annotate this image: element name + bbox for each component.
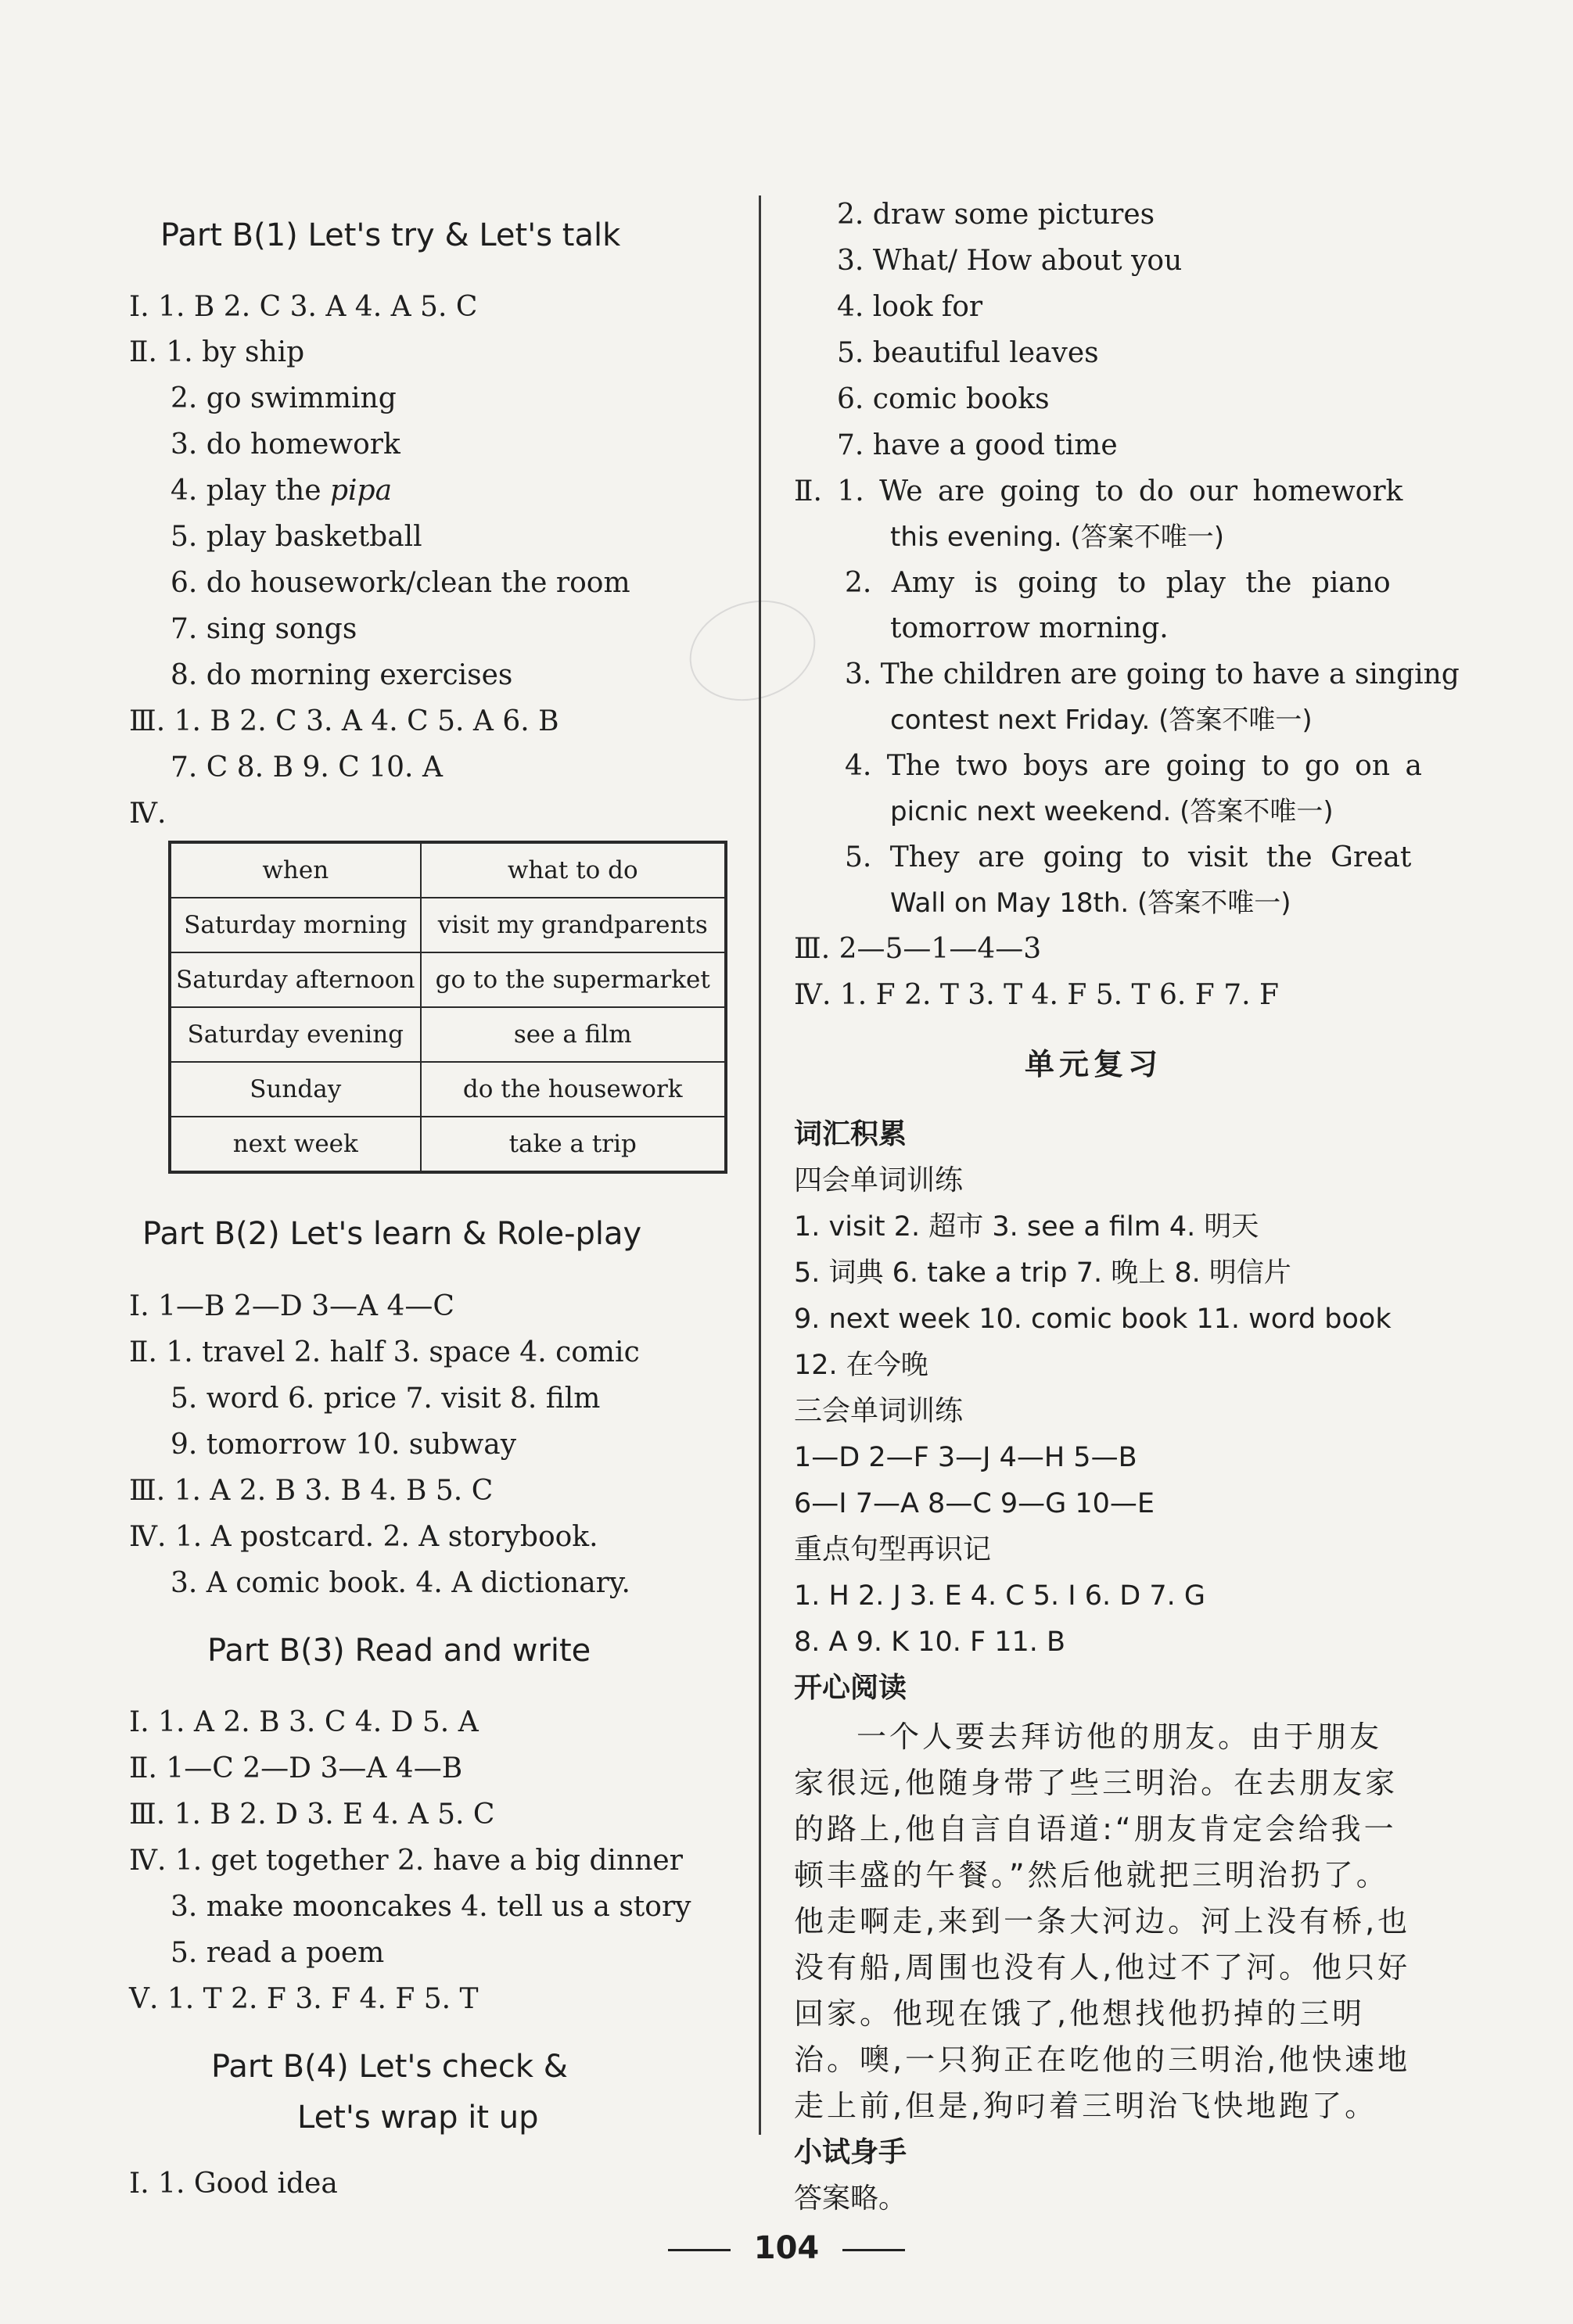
heading-part-b4-cont: Let's wrap it up — [297, 2100, 539, 2136]
answer-line: 4. The two boys are going to go on a — [845, 750, 1422, 782]
heading-part-b1: Part B(1) Let's try & Let's talk — [160, 217, 621, 253]
answer-line: Ⅴ. 1. T 2. F 3. F 4. F 5. T — [129, 1983, 479, 2015]
answer-line: 5. 词典 6. take a trip 7. 晚上 8. 明信片 — [794, 1257, 1291, 1289]
table-row — [170, 1007, 726, 1062]
answer-line: 6. comic books — [837, 383, 1050, 415]
answer-line: 6—I 7—A 8—C 9—G 10—E — [794, 1488, 1155, 1519]
table-cell: Saturday morning — [170, 898, 421, 952]
answer-line: Ⅲ. 1. B 2. D 3. E 4. A 5. C — [129, 1799, 495, 1831]
answer-line: Ⅰ. 1. B 2. C 3. A 4. A 5. C — [129, 291, 478, 323]
answer-line: tomorrow morning. — [890, 612, 1169, 644]
answer-line: 1. H 2. J 3. E 4. C 5. I 6. D 7. G — [794, 1580, 1205, 1612]
table-cell: do the housework — [421, 1062, 727, 1117]
answer-line: Ⅰ. 1. Good idea — [129, 2168, 338, 2200]
answer-line: 2. Amy is going to play the piano — [845, 567, 1391, 599]
answer-line: Ⅲ. 1. A 2. B 3. B 4. B 5. C — [129, 1475, 494, 1507]
answer-line: 1—D 2—F 3—J 4—H 5—B — [794, 1442, 1137, 1473]
dash-left — [668, 2249, 731, 2251]
table-cell: Saturday evening — [170, 1007, 421, 1062]
answer-line: 5. play basketball — [171, 521, 422, 553]
table-cell: go to the supermarket — [421, 952, 727, 1007]
table-row — [170, 1117, 726, 1172]
subsection-key-sentences: 重点句型再识记 — [794, 1533, 992, 1565]
answer-line: Ⅰ. 1. A 2. B 3. C 4. D 5. A — [129, 1706, 479, 1738]
answer-line: 5. They are going to visit the Great — [845, 841, 1412, 873]
answer-line: Ⅲ. 2—5—1—4—3 — [794, 933, 1042, 965]
answer-line: 3. The children are going to have a singing — [845, 658, 1460, 690]
subsection-vocab: 词汇积累 — [794, 1118, 907, 1150]
answer-line: 1. visit 2. 超市 3. see a film 4. 明天 — [794, 1211, 1259, 1243]
answer-line: Ⅲ. 1. B 2. C 3. A 4. C 5. A 6. B — [129, 705, 559, 737]
dash-right — [842, 2249, 905, 2251]
answer-line: 5. beautiful leaves — [837, 337, 1099, 369]
answer-line: 4. play the pipa — [171, 475, 393, 507]
subsection-happy-reading: 开心阅读 — [794, 1672, 907, 1704]
table-cell: Saturday afternoon — [170, 952, 421, 1007]
subsection-three-skills: 三会单词训练 — [794, 1395, 964, 1427]
answer-line: 5. read a poem — [171, 1937, 385, 1969]
page-number — [0, 2230, 1573, 2266]
answer-line: Ⅱ. 1. We are going to do our homework — [794, 475, 1403, 507]
table-cell: take a trip — [421, 1117, 727, 1172]
answer-line: 7. have a good time — [837, 429, 1118, 461]
plan-table — [168, 841, 727, 1174]
answer-line: 5. word 6. price 7. visit 8. film — [171, 1383, 601, 1415]
answer-line: 2. draw some pictures — [837, 199, 1155, 231]
answer-line: 答案略。 — [794, 2182, 907, 2215]
table-cell: Sunday — [170, 1062, 421, 1117]
answer-line: 7. C 8. B 9. C 10. A — [171, 751, 443, 784]
table-header-cell: when — [170, 842, 421, 898]
answer-line: 3. A comic book. 4. A dictionary. — [171, 1567, 630, 1599]
answer-line: Ⅳ. 1. A postcard. 2. A storybook. — [129, 1521, 598, 1553]
answer-line: Ⅱ. 1—C 2—D 3—A 4—B — [129, 1752, 463, 1784]
answer-line: 3. make mooncakes 4. tell us a story — [171, 1891, 691, 1923]
answer-line: 6. do housework/clean the room — [171, 567, 630, 599]
answer-line: 8. A 9. K 10. F 11. B — [794, 1626, 1066, 1658]
answer-line: Ⅱ. 1. by ship — [129, 336, 305, 368]
table-row — [170, 1062, 726, 1117]
table-header-cell: what to do — [421, 842, 727, 898]
answer-line: Ⅳ. 1. F 2. T 3. T 4. F 5. T 6. F 7. F — [794, 979, 1279, 1011]
subsection-four-skills: 四会单词训练 — [794, 1164, 964, 1196]
answer-line: Ⅳ. — [129, 798, 167, 830]
answer-line: 4. look for — [837, 291, 983, 323]
heading-part-b2: Part B(2) Let's learn & Role-play — [142, 1216, 642, 1252]
answer-line: Wall on May 18th. (答案不唯一) — [890, 888, 1291, 919]
answer-line: 7. sing songs — [171, 613, 357, 645]
answer-line: picnic next weekend. (答案不唯一) — [890, 796, 1334, 827]
page-number-value: 104 — [753, 2230, 820, 2266]
answer-line: 9. next week 10. comic book 11. word book — [794, 1304, 1392, 1335]
subsection-try-it: 小试身手 — [794, 2136, 907, 2168]
column-divider — [759, 195, 761, 2135]
heading-part-b4: Part B(4) Let's check & — [211, 2049, 568, 2085]
answer-line: 2. go swimming — [171, 382, 397, 414]
answer-line: Ⅰ. 1—B 2—D 3—A 4—C — [129, 1290, 454, 1322]
table-row — [170, 898, 726, 952]
table-cell: see a film — [421, 1007, 727, 1062]
table-row — [170, 842, 726, 898]
answer-line: contest next Friday. (答案不唯一) — [890, 705, 1313, 736]
seal-stamp — [677, 585, 828, 717]
answer-line: this evening. (答案不唯一) — [890, 522, 1225, 553]
heading-part-b3: Part B(3) Read and write — [207, 1633, 591, 1669]
answer-line: Ⅳ. 1. get together 2. have a big dinner — [129, 1845, 683, 1877]
table-row — [170, 952, 726, 1007]
answer-line: Ⅱ. 1. travel 2. half 3. space 4. comic — [129, 1336, 640, 1368]
answer-line: 8. do morning exercises — [171, 659, 513, 691]
answer-line: 12. 在今晚 — [794, 1350, 928, 1381]
answer-line: 9. tomorrow 10. subway — [171, 1429, 517, 1461]
answer-line: 3. What/ How about you — [837, 245, 1183, 277]
table-cell: visit my grandparents — [421, 898, 727, 952]
table-cell: next week — [170, 1117, 421, 1172]
answer-line: 3. do homework — [171, 429, 400, 461]
section-title-review: 单元复习 — [1025, 1047, 1163, 1081]
reading-passage: 一个人要去拜访他的朋友。由于朋友家很远,他随身带了些三明治。在去朋友家的路上,他自言自语道:“朋友肯定会给我一顿丰盛的午餐。”然后他就把三明治扔了。他走啊走,来到一条大河边。河上没有桥,也没有船,周围也没有人,他过不了河。他只好回家。他现在饿了,他想找他扔掉的三明治。噢,一只狗正在吃他的三明治,他快速地走上前,但是,狗叼着三明治飞快地跑了。 — [794, 1720, 1411, 2123]
